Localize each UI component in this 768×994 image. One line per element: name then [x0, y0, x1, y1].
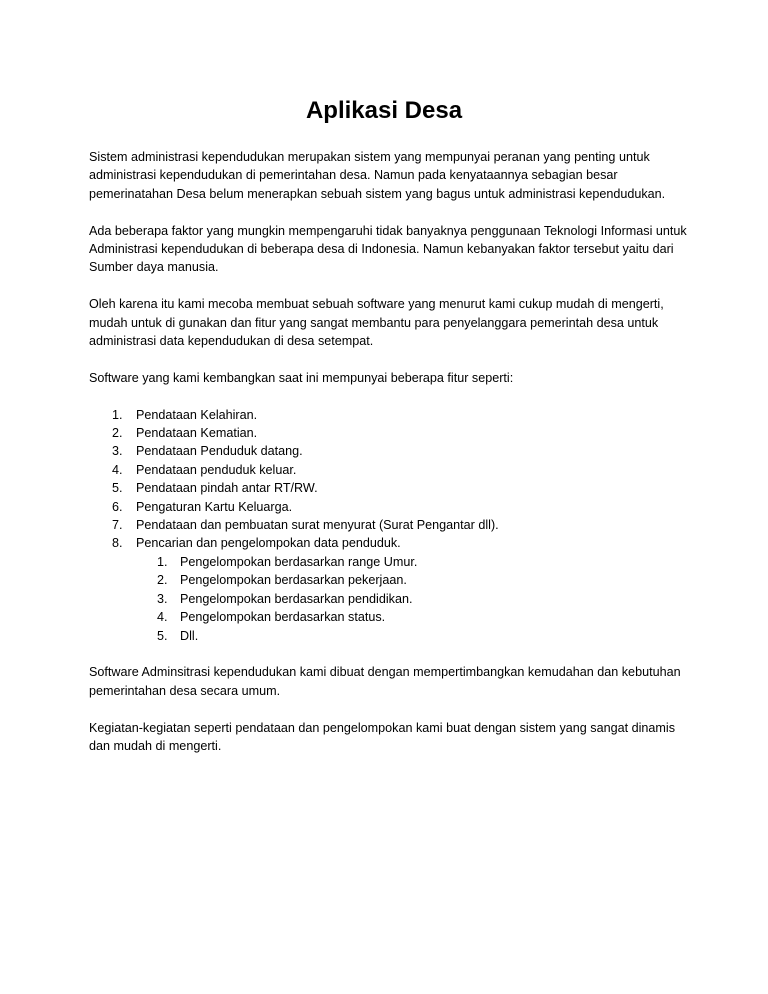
- sub-list-number: 2.: [157, 573, 168, 588]
- list-number: 8.: [112, 536, 123, 551]
- list-item: [89, 498, 689, 516]
- list-number: 3.: [112, 444, 123, 459]
- list-item-text: Pengaturan Kartu Keluarga.: [136, 499, 293, 514]
- list-item: [89, 534, 689, 644]
- list-number: 2.: [112, 426, 123, 441]
- sub-list-number: 3.: [157, 591, 168, 606]
- document-body: [89, 148, 689, 774]
- list-number: 1.: [112, 407, 123, 422]
- paragraph-closing-1: Software Adminsitrasi kependudukan kami dibuat dengan mempertimbangkan kemudahan dan kebutuhan pemerintahan desa secara umum.: [89, 665, 681, 698]
- paragraph-purpose: Oleh karena itu kami mecoba membuat sebuah software yang menurut kami cukup mudah di mengerti, mudah untuk di gunakan dan fitur yang sangat membantu para penyelanggara pemerintah desa untuk administrasi data kependudukan di desa setempat.: [89, 297, 664, 349]
- paragraph-closing-2: Kegiatan-kegiatan seperti pendataan dan pengelompokan kami buat dengan sistem yang sangat dinamis dan mudah di mengerti.: [89, 720, 676, 753]
- sub-list-item-text: Dll.: [180, 628, 199, 643]
- sub-list-item-text: Pengelompokan berdasarkan status.: [180, 610, 386, 625]
- list-item: [89, 442, 689, 460]
- list-item-text: Pencarian dan pengelompokan data penduduk.: [136, 536, 401, 551]
- list-item-text: Pendataan dan pembuatan surat menyurat (Surat Pengantar dll).: [136, 518, 499, 533]
- list-item: [89, 461, 689, 479]
- list-item: [89, 424, 689, 442]
- list-item-text: Pendataan pindah antar RT/RW.: [136, 481, 318, 496]
- sub-list-item-text: Pengelompokan berdasarkan pendidikan.: [180, 591, 413, 606]
- list-number: 6.: [112, 499, 123, 514]
- sub-list-number: 1.: [157, 554, 168, 569]
- sub-list-item: [89, 627, 689, 645]
- sub-list-item: [89, 590, 689, 608]
- list-item-text: Pendataan penduduk keluar.: [136, 462, 297, 477]
- sub-list-number: 5.: [157, 628, 168, 643]
- page-title: Aplikasi Desa: [305, 97, 463, 124]
- list-item: [89, 406, 689, 424]
- sub-feature-list: [89, 553, 689, 645]
- sub-list-item: [89, 608, 689, 626]
- list-item-text: Pendataan Kelahiran.: [136, 407, 258, 422]
- list-item: [89, 479, 689, 497]
- list-number: 4.: [112, 462, 123, 477]
- sub-list-item: [89, 553, 689, 571]
- list-item: [89, 516, 689, 534]
- list-number: 7.: [112, 518, 123, 533]
- sub-list-number: 4.: [157, 610, 168, 625]
- list-number: 5.: [112, 481, 123, 496]
- list-item-text: Pendataan Penduduk datang.: [136, 444, 303, 459]
- list-item-text: Pendataan Kematian.: [136, 426, 258, 441]
- paragraph-intro: Sistem administrasi kependudukan merupakan sistem yang mempunyai peranan yang penting untuk administrasi kependudukan di pemerintahan desa. Namun pada kenyataannya sebagian besar pemerinatahan Desa belum menerapkan sebuah sistem yang bagus untuk administrasi kependudukan.: [89, 150, 666, 201]
- sub-list-item-text: Pengelompokan berdasarkan pekerjaan.: [180, 573, 407, 588]
- paragraph-factors: Ada beberapa faktor yang mungkin mempengaruhi tidak banyaknya penggunaan Teknologi Informasi untuk Administrasi kependudukan di beberapa desa di Indonesia. Namun kebanyakan faktor tersebut yaitu dari Sumber daya manusia.: [89, 223, 687, 275]
- sub-list-item-text: Pengelompokan berdasarkan range Umur.: [180, 554, 418, 569]
- sub-list-item: [89, 571, 689, 589]
- feature-list: [89, 406, 689, 645]
- paragraph-features-intro: Software yang kami kembangkan saat ini mempunyai beberapa fitur seperti:: [89, 370, 514, 385]
